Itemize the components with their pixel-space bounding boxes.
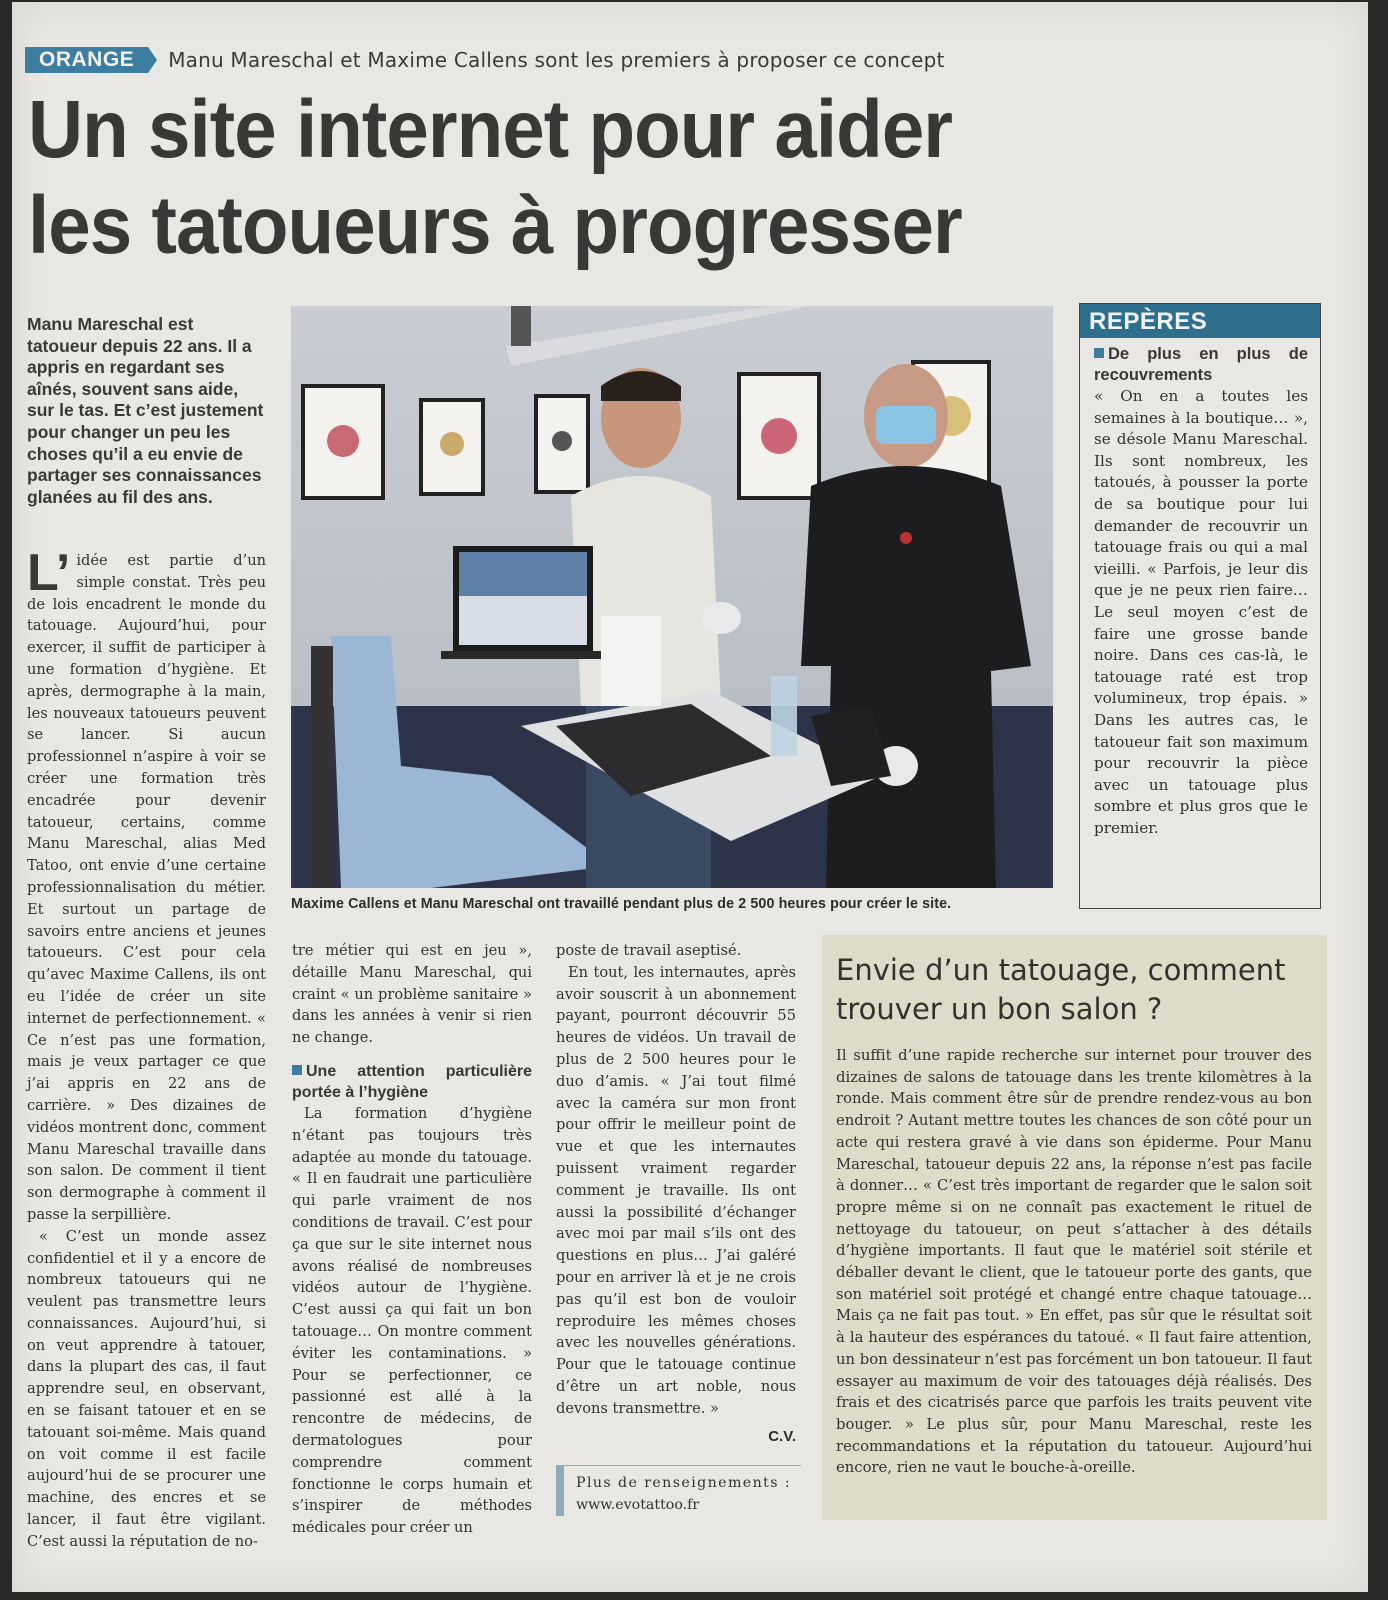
lede: Manu Mareschal est tatoueur depuis 22 ans. Il a appris en regardant ses aînés, souvent sans aide, sur le tas. Et c’est justement pour changer un peu les choses qu’il a eu envie de partager ses connaissances glanées au fil des ans. [27, 314, 264, 507]
article-paragraph: poste de travail aseptisé. [556, 942, 742, 959]
website-link[interactable]: www.evotattoo.fr [576, 1497, 700, 1514]
headline-line-2: les tatoueurs à progresser [28, 180, 962, 271]
article-subhead: Une attention particulière portée à l’hygiène [292, 1062, 532, 1101]
reperes-subhead: De plus en plus de recouvrements [1094, 345, 1308, 384]
article-column-2 [292, 940, 532, 1539]
bullet-square-icon [1094, 348, 1104, 358]
reperes-text: « On en a toutes les semaines à la boutique… », se désole Manu Mareschal. Ils sont nombreux, les tatoués, à pousser la porte de sa boutique pour lui demander de recouvrir un tatouage frais ou qui a mal vieilli. « Parfois, je leur dis que je ne peux rien faire… Le seul moyen c’est de faire une grosse bande noire. Dans ces cas-là, le tatouage raté est trop volumineux, trop épais. » Dans les autres cas, le tatoueur fait son maximum pour recouvrir la pièce avec un tatouage plus sombre et plus gros que le premier. [1094, 387, 1308, 837]
article-paragraph: La formation d’hygiène n’étant pas toujours très adaptée au monde du tatouage. « Il en faudrait une particulière qui parle vraiment de nos conditions de travail. C’est pour ça que sur le site internet nous avons réalisé de nombreuses vidéos autour de l’hygiène. C’est aussi ça qui fait un bon tatouage… On montre comment éviter les contaminations. » Pour se perfectionner, ce passionné est allé à la rencontre de médecins, de dermatologues pour comprendre comment fonctionne le corps humain et s’inspirer de méthodes médicales pour créer un [292, 1104, 532, 1537]
bullet-square-icon [292, 1065, 302, 1075]
kicker-text: Manu Mareschal et Maxime Callens sont les premiers à proposer ce concept [168, 48, 945, 72]
article-photo [291, 306, 1053, 888]
headline-line-1: Un site internet pour aider [28, 84, 953, 175]
advice-box-text: Il suffit d’une rapide recherche sur internet pour trouver des dizaines de salons de tatouage dans les trente kilomètres à la ronde. Mais comment être sûr de prendre rendez-vous au bon endroit ? Autant mettre toutes les chances de son côté pour un acte qui restera gravé à vie dans son épiderme. Pour Manu Mareschal, tatoueur depuis 22 ans, la réponse n’est pas facile à donner… « C’est très important de regarder que le salon soit propre même si on ne connaît pas exactement le rituel de nettoyage du tatoueur, on peut s’attacher à des détails d’hygiène importants. Il faut que le matériel soit stérile et déballer devant le client, que le tatoueur porte des gants, que son matériel soit protégé et changé entre chaque tatouage… Mais ça ne fait pas tout. » En effet, pas sûr que le résultat soit à la hauteur des espérances du tatoué. « Il faut faire attention, un bon dessinateur n’est pas forcément un bon tatoueur. Il faut essayer au maximum de voir des tatouages déjà réalisés. Des frais et des cicatrisés parce que parfois les traits peuvent vite bouger. » Le plus sûr, pour Manu Mareschal, reste les recommandations et la réputation du tatoueur. Aujourd’hui encore, rien ne vaut le bouche-à-oreille. [836, 1047, 1312, 1477]
location-tag: ORANGE [25, 47, 148, 73]
headline [28, 82, 1125, 274]
advice-box [822, 935, 1327, 1520]
kicker [25, 46, 945, 74]
reperes-box [1079, 303, 1321, 909]
article-column-3 [556, 940, 796, 1516]
article-paragraph: « C’est un monde assez confidentiel et il y a encore de nombreux tatoueurs qui ne veulent pas transmettre leurs connaissances. Aujourd’hui, si on veut apprendre à tatouer, dans la plupart des cas, il faut apprendre seul, en observant, en se faisant tatouer et en se tatouant soi-même. Mais quand on voit comme il est facile aujourd’hui de se procurer une machine, des encres et se lancer, il faut être vigilant. C’est aussi la réputation de no- [27, 1227, 266, 1550]
more-info-label: Plus de renseignements : [576, 1475, 792, 1492]
advice-box-title: Envie d’un tatouage, comment trouver un bon salon ? [836, 953, 1286, 1026]
dropcap: L’ [27, 544, 71, 602]
article-paragraph: En tout, les internautes, après avoir souscrit à un abonnement payant, pourront découvrir 55 heures de vidéos. Un travail de plus de 2 500 heures pour le duo d’amis. « J’ai tout filmé avec la caméra sur mon front pour offrir le meilleur point de vue et que les internautes puissent vraiment regarder comment je travaille. Ils ont aussi la possibilité d’échanger avec moi par mail s’ils ont des questions en plus… J’ai galéré pour en arriver là et je ne crois pas qu’il est bon de vouloir reproduire les mêmes choses avec les nouvelles générations. Pour que le tatouage continue d’être un art noble, nous devons transmettre. » [556, 963, 796, 1417]
article-paragraph: L’ idée est partie d’un simple constat. Très peu de lois encadrent le monde du tatouage. Aujourd’hui, pour exercer, il suffit de participer à une formation d’hygiène. Et après, dermographe à la main, les nouveaux tatoueurs peuvent se lancer. Si aucun professionnel n’aspire à voir se créer une formation très encadrée pour devenir tatoueur, certains, comme Manu Mareschal, alias Med Tatoo, ont envie d’une certaine professionnalisation du métier. Et surtout un partage de savoirs entre anciens et jeunes tatoueurs. C’est pour cela qu’avec Maxime Callens, ils ont eu l’idée de créer un site internet de perfectionnement. « Ce n’est pas une formation, mais je veux partager ce que j’ai appris en 22 ans de carrière. » Des dizaines de vidéos montrent donc, comment Manu Mareschal travaille dans son salon. De comment il tient son dermographe à comment il passe la serpillière. [27, 544, 266, 1223]
article-column-1 [27, 544, 266, 1553]
photo-illustration [291, 306, 1053, 888]
photo-caption: Maxime Callens et Manu Mareschal ont travaillé pendant plus de 2 500 heures pour créer le site. [291, 896, 952, 912]
article-paragraph: tre métier qui est en jeu », détaille Manu Mareschal, qui craint « un problème sanitaire » dans les années à venir si rien ne change. [292, 942, 532, 1047]
more-info-box [556, 1465, 801, 1516]
author-signature: C.V. [768, 1427, 796, 1445]
reperes-title: REPÈRES [1080, 304, 1320, 338]
